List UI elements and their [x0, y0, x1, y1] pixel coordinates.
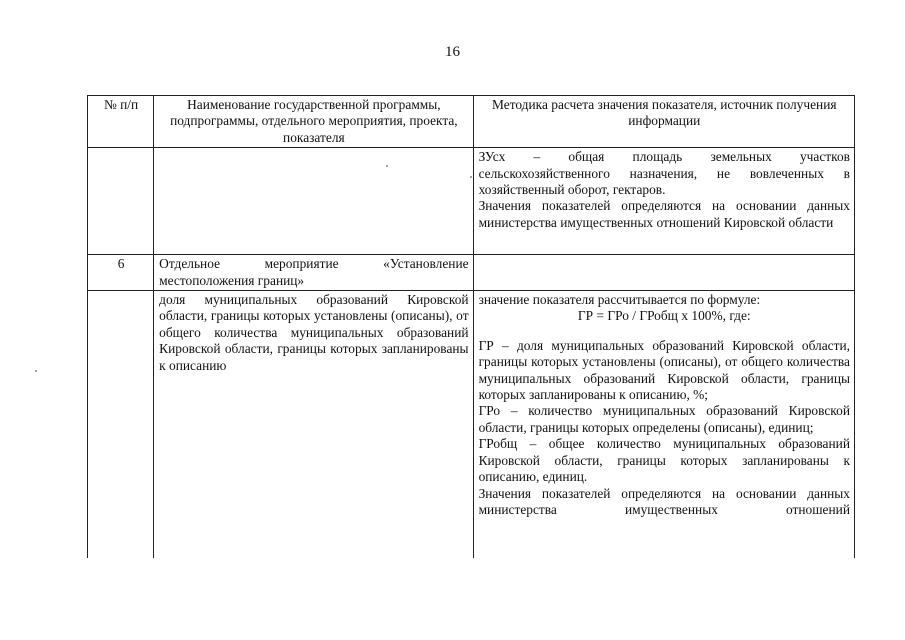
method-source: Значения показателей определяются на основании данных министерства имущественных отношений — [478, 485, 850, 517]
row-method-cell — [473, 291, 854, 559]
table-header-row — [88, 96, 855, 148]
scan-speck — [470, 176, 472, 178]
scan-speck — [386, 165, 388, 167]
header-method: Методика расчета значения показателя, источник получения информации — [473, 96, 854, 148]
row-method-cell — [473, 255, 854, 291]
row-method-cell — [473, 148, 854, 255]
row-name-cell — [154, 148, 473, 255]
method-formula: ГР = ГРо / ГРобщ x 100%, где: — [577, 308, 751, 324]
indicators-table — [87, 95, 855, 558]
page-number: 16 — [445, 44, 460, 60]
table-row — [88, 291, 855, 559]
method-intro: значение показателя рассчитывается по формуле: — [478, 292, 761, 308]
method-paragraph: ЗУсх – общая площадь земельных участков сельскохозяйственного назначения, не вовлеченных в хозяйственный оборот, гектаров. — [478, 149, 850, 198]
row-num-cell — [88, 291, 154, 559]
row-num-cell — [88, 148, 154, 255]
method-definition: ГРо – количество муниципальных образований Кировской области, границы которых определены (описаны), единиц; — [478, 403, 850, 435]
header-num: № п/п — [88, 96, 154, 148]
row-num-cell: 6 — [88, 255, 154, 291]
method-definition: ГРобщ – общее количество муниципальных образований Кировской области, границы которых запланированы к описанию, единиц. — [478, 436, 850, 485]
table-row — [88, 255, 855, 291]
table-row — [88, 148, 855, 255]
row-name-cell: доля муниципальных образований Кировской области, границы которых установлены (описаны), от общего количества муниципальных образований Кировской области, границы которых запланированы к описанию — [154, 291, 473, 559]
method-paragraph: Значения показателей определяются на основании данных министерства имущественных отношений Кировской области — [478, 198, 850, 230]
row-name-cell: Отдельное мероприятие «Установление местоположения границ» — [154, 255, 473, 291]
header-name: Наименование государственной программы, подпрограммы, отдельного мероприятия, проекта, показателя — [154, 96, 473, 148]
method-definition: ГР – доля муниципальных образований Кировской области, границы которых установлены (описаны), от общего количества муниципальных образований Кировской области, границы которых запланированы к описанию, %; — [478, 337, 850, 403]
scan-speck — [35, 370, 37, 372]
spacer — [479, 325, 850, 338]
